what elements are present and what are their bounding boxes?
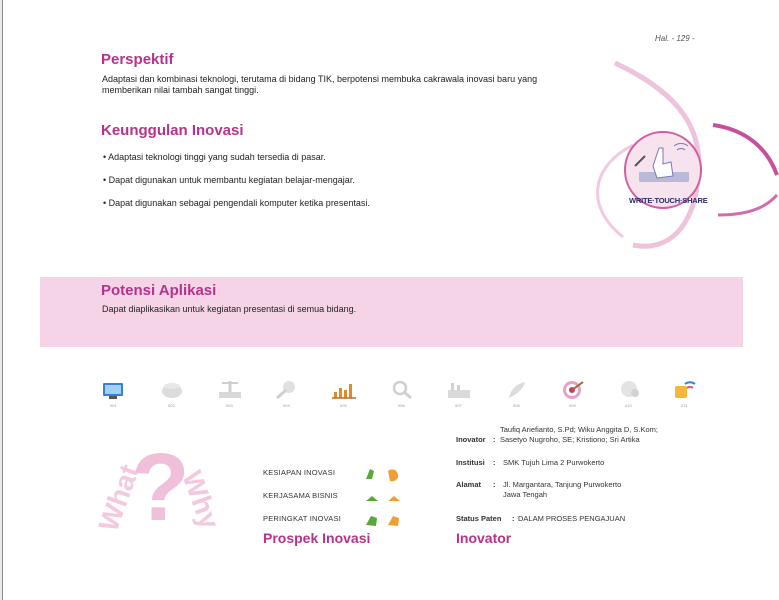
machine-icon [216, 378, 244, 408]
prospek-heading: Prospek Inovasi [263, 530, 371, 546]
target-icon [559, 378, 587, 408]
prospek-row-kerjasama: KERJASAMA BISNIS [263, 491, 338, 500]
sector-code: 002 [168, 403, 175, 408]
document-page [2, 0, 779, 600]
potensi-heading: Potensi Aplikasi [101, 282, 217, 299]
hand-touch-icon [625, 136, 705, 196]
thumb-up-icon [363, 465, 403, 535]
chart-icon [330, 378, 358, 408]
write-touch-share-logo [625, 136, 708, 212]
keunggulan-heading: Keunggulan Inovasi [101, 122, 244, 139]
wifi-icon [671, 378, 699, 408]
perspektif-heading: Perspektif [101, 51, 174, 68]
alamat-label: Alamat [456, 480, 482, 489]
colon: : [493, 480, 496, 489]
sector-code: 008 [513, 403, 520, 408]
page-number: Hal. - 129 - [655, 34, 695, 43]
computer-icon [100, 378, 128, 408]
prospek-row-peringkat: PERINGKAT INOVASI [263, 514, 342, 523]
globe-icon [615, 378, 643, 408]
potensi-text: Dapat diaplikasikan untuk kegiatan presentasi di semua bidang. [102, 304, 357, 314]
colon: : [493, 458, 496, 467]
list-item: • Dapat digunakan untuk membantu kegiatan belajar-mengajar. [103, 175, 370, 186]
sector-code: 004 [283, 403, 290, 408]
inovator-line-2: Sasetyo Nugroho, SE; Kristiono; Sri Artika [500, 435, 640, 444]
keunggulan-list [103, 152, 370, 221]
institusi-value: SMK Tujuh Lima 2 Purwokerto [503, 458, 605, 467]
inovator-names [500, 425, 658, 445]
list-item: • Dapat digunakan sebagai pengendali komputer ketika presentasi. [103, 198, 370, 209]
paten-value: DALAM PROSES PENGAJUAN [518, 514, 626, 523]
pot-icon [158, 378, 186, 408]
perspektif-line-2: memberikan nilai tambah sangat tinggi. [102, 85, 259, 95]
sector-icon-row [100, 378, 710, 408]
prospek-row-kesiapan: KESIAPAN INOVASI [263, 468, 336, 477]
sector-code: 005 [340, 403, 347, 408]
sector-code: 001 [110, 403, 117, 408]
what-word: What [92, 460, 146, 536]
inovator-line-1: Taufiq Ariefianto, S.Pd; Wiku Anggita D, S.Kom; [500, 425, 658, 434]
sector-code: 011 [681, 403, 688, 408]
list-item: • Adaptasi teknologi tinggi yang sudah tersedia di pasar. [103, 152, 370, 163]
alamat-line-2: Jawa Tengah [503, 490, 548, 499]
question-mark: ? [131, 434, 190, 541]
colon: : [493, 435, 496, 444]
perspektif-text [102, 74, 537, 96]
institusi-label: Institusi [456, 458, 485, 467]
inovator-heading: Inovator [456, 530, 512, 546]
perspektif-line-1: Adaptasi dan kombinasi teknologi, terutama di bidang TIK, berpotensi membuka cakrawala inovasi baru yang [102, 74, 538, 84]
logo-text: WRITE·TOUCH·SHARE [629, 196, 708, 205]
alamat-line-1: Jl. Margantara, Tanjung Purwokerto [503, 480, 622, 489]
why-word: Why [176, 466, 226, 533]
sector-code: 010 [625, 403, 632, 408]
sector-code: 003 [226, 403, 233, 408]
magnifier-icon [388, 378, 416, 408]
sector-code: 009 [569, 403, 576, 408]
plant-icon [503, 378, 531, 408]
colon: : [512, 514, 515, 523]
tool-icon [273, 378, 301, 408]
paten-label: Status Paten [456, 514, 502, 523]
alamat-value [503, 480, 621, 500]
sector-code: 007 [455, 403, 462, 408]
inovator-label: Inovator [456, 435, 486, 444]
factory-icon [445, 378, 473, 408]
what-why-graphic [92, 434, 226, 550]
sector-code: 006 [398, 403, 405, 408]
